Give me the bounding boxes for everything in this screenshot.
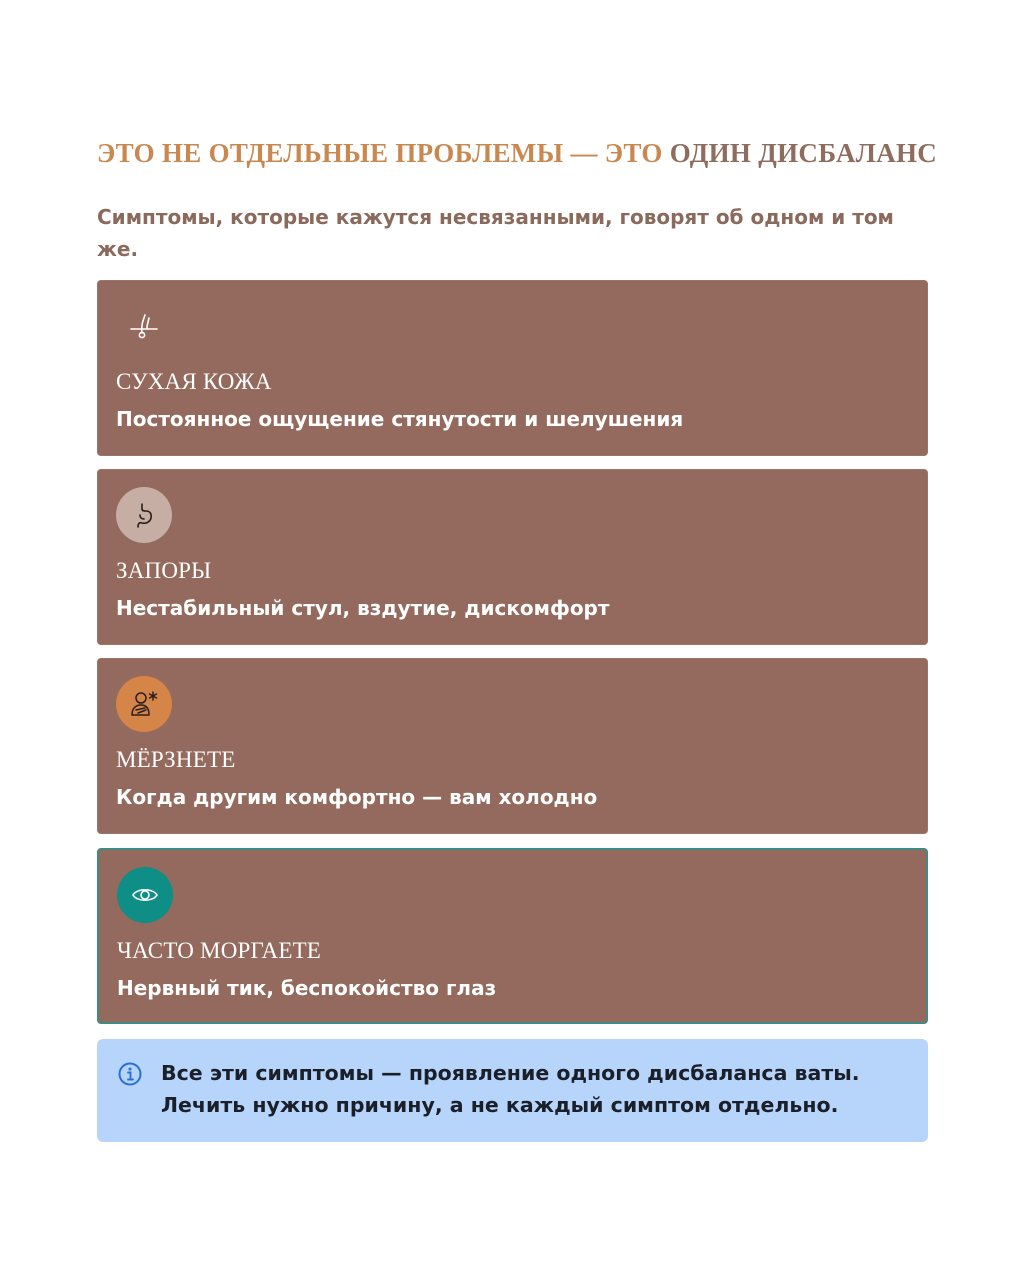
card-title: ЗАПОРЫ [116,558,212,583]
info-note [97,1039,928,1142]
title-part-accent: ЭТО НЕ ОТДЕЛЬНЫЕ ПРОБЛЕМЫ — ЭТО [97,138,663,168]
card-title: ЧАСТО МОРГАЕТЕ [117,938,322,963]
symptom-card-blinking [97,848,928,1024]
symptom-card-cold [97,658,928,834]
info-icon [117,1061,143,1087]
card-description: Постоянное ощущение стянутости и шелушения [116,407,684,431]
page-title [97,138,937,169]
title-part-secondary: ОДИН ДИСБАЛАНС [669,138,938,168]
info-note-line: Лечить нужно причину, а не каждый симптом отдельно. [161,1093,839,1117]
page-subtitle: Симптомы, которые кажутся несвязанными, говорят об одном и том же. [97,205,894,261]
card-description: Нервный тик, беспокойство глаз [117,976,497,1000]
card-title: СУХАЯ КОЖА [116,369,272,394]
eye-icon [117,867,173,923]
card-description: Нестабильный стул, вздутие, дискомфорт [116,596,610,620]
hair-skin-icon [116,298,172,354]
cold-person-icon [116,676,172,732]
symptom-card-constipation [97,469,928,645]
symptom-card-dry-skin [97,280,928,456]
card-description: Когда другим комфортно — вам холодно [116,785,598,809]
info-note-text [161,1057,911,1121]
stomach-icon [116,487,172,543]
card-title: МЁРЗНЕТЕ [116,747,236,772]
info-note-line: Все эти симптомы — проявление одного дисбаланса ваты. [161,1061,860,1085]
